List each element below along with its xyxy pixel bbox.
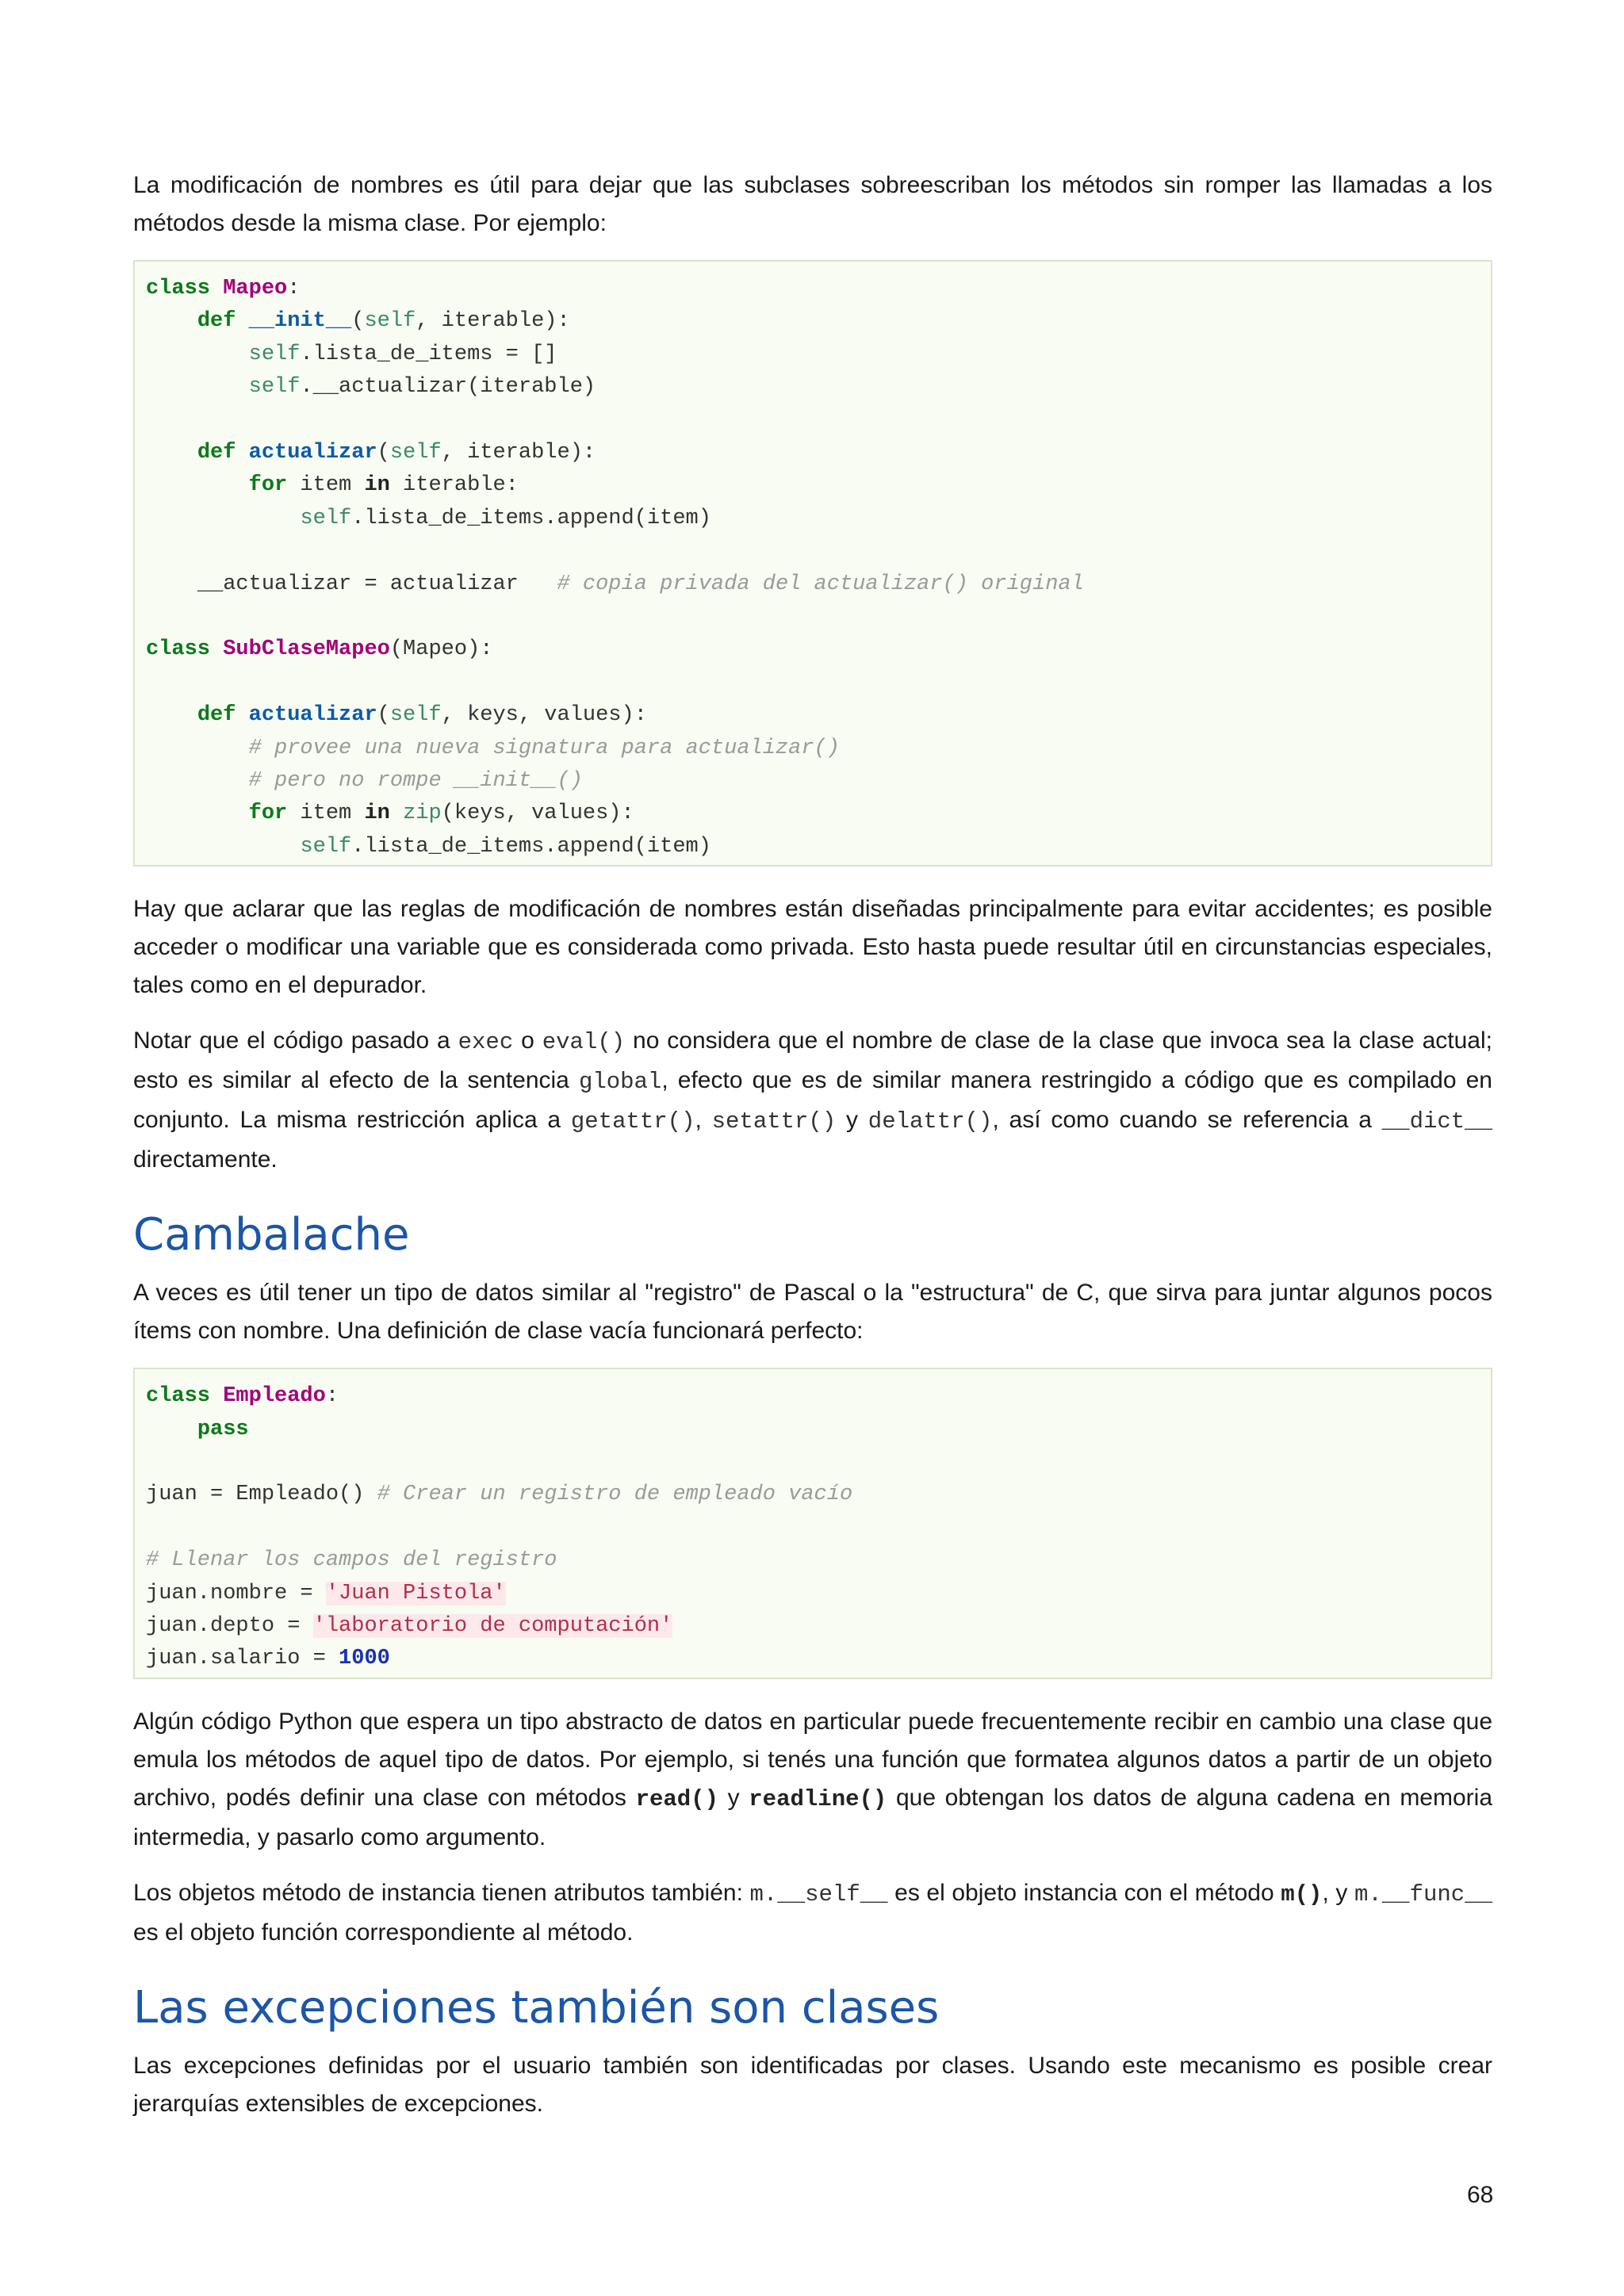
inline-code: __dict__ [1381,1108,1492,1135]
code-line: # provee una nueva signatura para actualizar() [248,736,840,760]
paragraph-intro: La modificación de nombres es útil para dejar que las subclases sobreescriban los métodos sin romper las llamadas a los métodos desde la misma clase. Por ejemplo: [133,172,1492,236]
page-number: 68 [1467,2182,1494,2208]
section-heading-excepciones: Las excepciones también son clases [133,1981,940,2034]
code-line: juan.nombre = 'Juan Pistola' [146,1581,506,1605]
code-line: def __init__(self, iterable): [197,309,570,334]
code-line: class SubClaseMapeo(Mapeo): [146,637,493,662]
code-line: def actualizar(self, keys, values): [197,703,647,728]
code-line-blank [146,1512,1480,1544]
code-block-empleado [133,1368,1492,1679]
inline-code: read() [635,1785,718,1812]
code-line: class Mapeo: [146,277,301,300]
code-line: for item in zip(keys, values): [248,802,634,826]
section-heading-cambalache: Cambalache [133,1209,410,1261]
code-line: for item in iterable: [248,473,519,498]
code-line-blank [146,404,1480,437]
inline-code: getattr() [570,1108,695,1135]
code-line: self.lista_de_items = [] [248,342,557,366]
paragraph-registro: A veces es útil tener un tipo de datos similar al "registro" de Pascal o la "estructura" de C, que sirva para juntar algunos pocos ítems con nombre. Una definición de clase vacía funcionará perfecto: [133,1280,1492,1345]
code-line-blank [146,667,1480,699]
code-line: juan.salario = 1000 [146,1647,390,1671]
code-line: def actualizar(self, iterable): [197,441,596,465]
code-line: # Llenar los campos del registro [146,1548,557,1573]
code-line: juan.depto = 'laboratorio de computación' [146,1614,673,1639]
inline-code: m() [1281,1881,1323,1908]
inline-code: global [578,1069,662,1096]
page-content [133,166,1492,2141]
code-line: __actualizar = actualizar # copia privada del actualizar() original [197,572,1084,596]
code-line: self.lista_de_items.append(item) [300,834,711,859]
code-line: self.__actualizar(iterable) [248,375,596,400]
paragraph-metodo-instancia: Los objetos método de instancia tienen atributos también: m.__self__ es el objeto instancia con el método m(), y m.__func__ es el objeto función correspondiente al método. [133,1879,1492,1946]
inline-code: readline() [749,1785,887,1812]
inline-code: setattr() [711,1108,837,1135]
code-line-blank [146,1446,1480,1479]
code-line: self.lista_de_items.append(item) [300,506,711,530]
code-line-blank [146,601,1480,633]
inline-code: m.__func__ [1354,1881,1492,1908]
code-line: pass [197,1417,249,1441]
inline-code: delattr() [868,1108,993,1135]
inline-code: exec [458,1029,514,1056]
inline-code: m.__self__ [749,1881,888,1908]
code-line-blank [146,535,1480,568]
paragraph-aclarar: Hay que aclarar que las reglas de modificación de nombres están diseñadas principalmente para evitar accidentes; es posible acceder o modificar una variable que es considerada como privada. Esto hasta puede resultar útil en circunstancias especiales, tales como en el depurador. [133,896,1492,999]
paragraph-exec-eval: Notar que el código pasado a exec o eval() no considera que el nombre de clase de la clase que invoca sea la clase actual; esto es similar al efecto de la sentencia global, efecto que es de similar manera restringido a código que es compilado en conjunto. La misma restricción aplica a getattr(), setattr() y delattr(), así como cuando se referencia a __dict__ directamente. [133,1027,1492,1173]
paragraph-tipo-abstracto: Algún código Python que espera un tipo abstracto de datos en particular puede frecuentemente recibir en cambio una clase que emula los métodos de aquel tipo de datos. Por ejemplo, si tenés una función que formatea algunos datos a partir de un objeto archivo, podés definir una clase con métodos read() y readline() que obtengan los datos de alguna cadena en memoria intermedia, y pasarlo como argumento. [133,1708,1493,1850]
code-line: # pero no rompe __init__() [248,769,583,794]
code-line: class Empleado: [146,1384,339,1409]
code-line: juan = Empleado() # Crear un registro de empleado vacío [146,1483,853,1507]
paragraph-excepciones: Las excepciones definidas por el usuario también son identificadas por clases. Usando este mecanismo es posible crear jerarquías extensibles de excepciones. [133,2052,1492,2117]
inline-code: eval() [542,1029,626,1056]
code-block-mapeo [133,260,1492,867]
